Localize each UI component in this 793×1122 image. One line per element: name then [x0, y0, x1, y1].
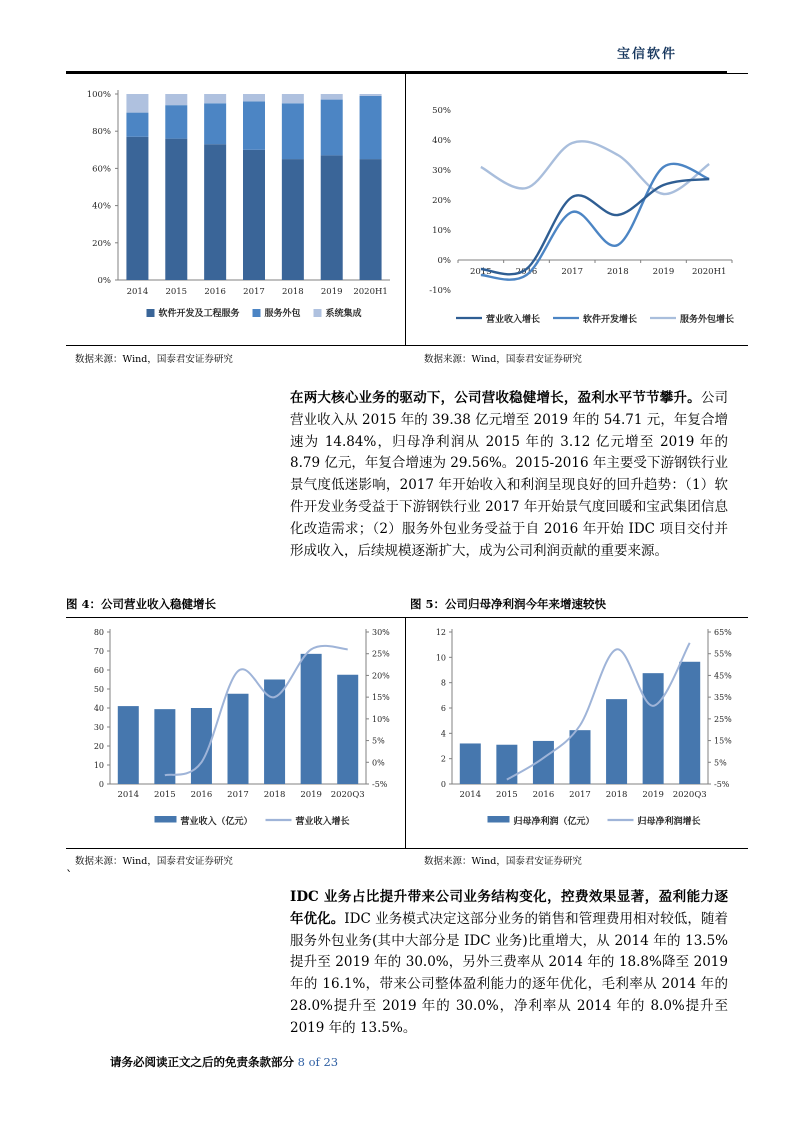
paragraph-lead: 在两大核心业务的驱动下，公司营收稳健增长，盈利水平节节攀升。 [290, 390, 701, 406]
axis-label: -5% [372, 780, 388, 789]
x-axis-label: 2018 [282, 287, 304, 297]
bar-segment [126, 94, 148, 113]
legend-label: 营业收入（亿元） [180, 817, 253, 827]
axis-label: 60 [93, 666, 104, 675]
bar-segment [360, 159, 382, 280]
axis-label: 5% [372, 736, 385, 746]
axis-label: 10% [432, 226, 451, 236]
axis-label: 0% [97, 276, 111, 286]
x-axis-label: 2019 [320, 287, 343, 297]
report-brand: 宝信软件 [616, 47, 677, 62]
axis-label: 10 [435, 653, 446, 663]
axis-label: 30% [372, 628, 390, 637]
bar [606, 699, 627, 784]
bar-segment [126, 113, 148, 137]
axis-label: 20% [92, 238, 111, 249]
x-axis-label: 2014 [126, 287, 149, 297]
axis-label: 0 [98, 780, 104, 789]
legend-swatch [147, 309, 155, 317]
paragraph-lead: IDC 业务占比提升带来公司业务结构变化，控费效果显著，盈利能力逐年优化。 [290, 889, 728, 927]
axis-label: 60% [92, 164, 111, 175]
bar-segment [360, 96, 382, 159]
x-axis-label: 2017 [243, 287, 265, 297]
x-axis-label: 2020Q3 [672, 790, 707, 800]
bar-segment [282, 94, 304, 103]
x-axis-label: 2019 [642, 790, 664, 800]
axis-label: 55% [714, 649, 732, 659]
axis-label: 50% [432, 106, 451, 116]
page-footer [110, 1054, 338, 1070]
axis-label: 40% [432, 136, 451, 146]
axis-label: -10% [429, 286, 451, 296]
axis-label: 5% [714, 758, 727, 768]
x-axis-label: 2019 [300, 790, 322, 800]
axis-label: 20% [372, 671, 390, 681]
axis-label: 15% [714, 736, 732, 746]
axis-label: 0% [437, 256, 451, 266]
x-axis-label: 2017 [569, 790, 591, 800]
bar-segment [243, 150, 265, 280]
bar [154, 709, 175, 784]
bar-segment [165, 94, 187, 105]
revenue-structure-stacked-bar-chart [72, 82, 402, 340]
bar-segment [204, 144, 226, 280]
axis-label: 12 [435, 628, 446, 637]
bar-segment [204, 94, 226, 103]
x-axis-label: 2018 [607, 267, 629, 277]
bar-segment [321, 155, 343, 280]
legend-swatch [488, 816, 510, 823]
x-axis-label: 2014 [459, 790, 482, 800]
paragraph-idc-profitability [290, 887, 728, 1040]
bar [643, 673, 664, 784]
bar-segment [282, 159, 304, 280]
legend-label: 系统集成 [325, 309, 362, 319]
axis-label: 0 [440, 780, 446, 789]
data-source-right: 数据来源：Wind，国泰君安证券研究 [424, 354, 582, 365]
bar-segment [243, 94, 265, 101]
top-figure-table [66, 74, 748, 346]
bar [228, 694, 249, 784]
axis-label: 10% [372, 714, 390, 724]
bar [337, 675, 358, 784]
x-axis-label: 2018 [605, 790, 628, 800]
axis-label: 30% [432, 166, 451, 176]
axis-label: 35% [714, 693, 732, 703]
revenue-bar-line-chart [70, 624, 402, 840]
axis-label: 0% [372, 758, 385, 768]
axis-label: 8 [440, 678, 446, 688]
axis-label: 65% [714, 628, 732, 637]
bar [496, 745, 517, 784]
axis-label: 50 [93, 685, 104, 694]
data-source-left: 数据来源：Wind，国泰君安证券研究 [75, 856, 233, 867]
top-table-divider [405, 74, 406, 345]
x-axis-label: 2018 [263, 790, 286, 800]
axis-label: 40% [92, 201, 111, 212]
bar-segment [360, 94, 382, 96]
x-axis-label: 2015 [496, 790, 518, 800]
bottom-table-divider [405, 618, 406, 848]
x-axis-label: 2020H1 [353, 287, 388, 297]
bar-segment [243, 101, 265, 149]
x-axis-label: 2020H1 [691, 267, 727, 277]
legend-label: 营业收入增长 [486, 315, 541, 325]
legend-label: 服务外包 [264, 309, 301, 319]
axis-label: 70 [93, 647, 104, 656]
legend-swatch [314, 309, 322, 317]
axis-label: 20 [93, 742, 104, 751]
bar-segment [321, 94, 343, 100]
axis-label: 25% [372, 649, 390, 659]
x-axis-label: 2015 [154, 790, 176, 800]
legend-label: 软件开发及工程服务 [158, 309, 240, 319]
data-source-left: 数据来源：Wind，国泰君安证券研究 [75, 354, 233, 365]
data-source-right: 数据来源：Wind，国泰君安证券研究 [424, 856, 582, 867]
axis-label: 30 [93, 723, 104, 732]
x-axis-label: 2016 [515, 267, 538, 277]
axis-label: 20% [432, 196, 451, 206]
legend-label: 软件开发增长 [583, 315, 638, 325]
legend-label: 营业收入增长 [295, 817, 350, 827]
bar-segment [204, 103, 226, 144]
axis-label: 15% [372, 693, 390, 703]
net-profit-bar-line-chart [412, 624, 744, 840]
legend-swatch [155, 816, 177, 823]
axis-label: 25% [714, 714, 732, 724]
bar-segment [282, 103, 304, 159]
bar-segment [126, 137, 148, 280]
x-axis-label: 2016 [532, 790, 555, 800]
bar-segment [321, 100, 343, 156]
axis-label: 40 [93, 704, 104, 713]
x-axis-label: 2017 [227, 790, 249, 800]
paragraph-body: IDC 业务模式决定这部分业务的销售和管理费用相对较低，随着服务外包业务(其中大部分是 IDC 业务)比重增大，从 2014 年的 13.5%提升至 2019 年的 30.0%，另外三费率从 2014 年的 18.8%降至 2019 年的 16.1%，带来公司整体盈利能力的逐年优化，毛利率从 2014 年的 28.0%提升至 2019 年的 30.0%，净利率从 2014 年的 8.0%提升至 2019 年的 13.5%。 [290, 910, 728, 1036]
footer-disclaimer: 请务必阅读正文之后的免责条款部分 [110, 1055, 294, 1069]
x-axis-label: 2017 [561, 267, 583, 277]
x-axis-label: 2016 [190, 790, 213, 800]
bottom-figure-table [66, 617, 748, 849]
x-axis-label: 2020Q3 [330, 790, 365, 800]
axis-label: 2 [440, 754, 446, 764]
bar-segment [165, 139, 187, 280]
x-axis-label: 2019 [652, 267, 675, 277]
axis-label: 80 [93, 628, 104, 637]
axis-label: 80% [92, 127, 111, 138]
x-axis-label: 2014 [117, 790, 140, 800]
axis-label: 45% [714, 671, 732, 681]
x-axis-label: 2015 [165, 287, 188, 297]
legend-label: 归母净利润（亿元） [513, 817, 595, 827]
bar [570, 730, 591, 784]
bar-segment [165, 105, 187, 138]
axis-label: -5% [714, 780, 730, 789]
source-row-bottom [66, 853, 748, 869]
x-axis-label: 2016 [204, 287, 226, 297]
segment-growth-line-chart [412, 82, 742, 340]
bar [460, 743, 481, 784]
trend-line [481, 141, 709, 194]
axis-label: 10 [93, 761, 104, 770]
legend-label: 服务外包增长 [680, 315, 735, 325]
paragraph-body: 公司营业收入从 2015 年的 39.38 亿元增至 2019 年的 54.71 元，年复合增速为 14.84%，归母净利润从 2015 年的 3.12 亿元增至 2019 年的 8.79 亿元，年复合增速为 29.56%。2015-2016 年主要受下游钢铁行业景气度低迷影响，2017 年开始收入和利润呈现良好的回升趋势：（1）软件开发业务受益于下游钢铁行业 2017 年开始景气度回暖和宝武集团信息化改造需求；（2）服务外包业务受益于自 2016 年开始 IDC 项目交付并形成收入，后续规模逐渐扩大，成为公司利润贡献的重要来源。 [290, 390, 729, 559]
bar [301, 654, 322, 784]
source-row-top [66, 351, 748, 367]
axis-label: 100% [86, 90, 111, 100]
legend-label: 归母净利润增长 [637, 817, 701, 827]
figure-4-title: 图 4：公司营业收入稳健增长 [66, 597, 217, 611]
axis-label: 4 [440, 729, 446, 739]
figure-5-title: 图 5：公司归母净利润今年来增速较快 [410, 597, 607, 611]
axis-label: 6 [440, 704, 446, 713]
legend-swatch [253, 309, 261, 317]
bar [679, 662, 700, 784]
bar [118, 706, 139, 784]
x-axis-label: 2015 [470, 267, 492, 277]
paragraph-revenue-growth [290, 388, 728, 562]
page-number: 8 of 23 [297, 1055, 339, 1069]
stray-mark: ` [66, 869, 73, 884]
